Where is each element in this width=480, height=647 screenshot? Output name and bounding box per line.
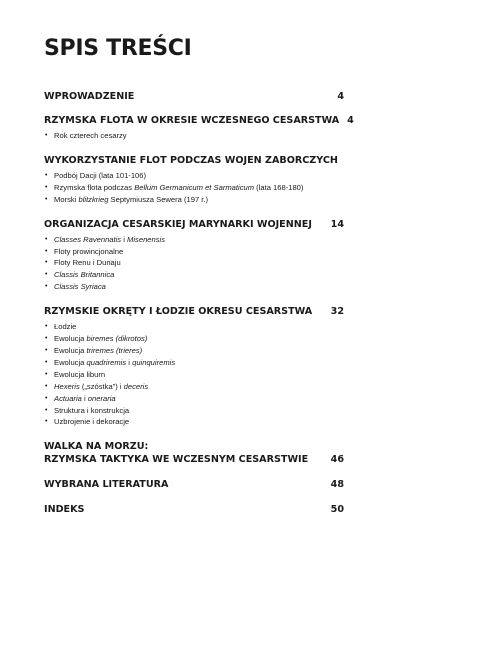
toc-subitem-text: Classis Syriaca — [54, 282, 106, 292]
toc-subitem[interactable] — [44, 246, 344, 258]
toc-subitem[interactable] — [44, 170, 344, 182]
toc-subitem-text: Ewolucja liburn — [54, 369, 106, 379]
toc-heading — [44, 114, 339, 127]
toc-heading — [44, 218, 312, 231]
toc-subitem-text: Morski — [54, 194, 79, 204]
toc-page-number: 4 — [337, 91, 344, 102]
toc-section — [44, 90, 344, 103]
toc-subitem-text: i — [81, 393, 88, 403]
toc-subitem[interactable] — [44, 357, 344, 369]
toc-subitem-text: i — [126, 357, 133, 367]
toc-subitem[interactable] — [44, 369, 344, 381]
toc-subitem-text: quadriremis — [86, 357, 127, 367]
toc-subitem[interactable] — [44, 405, 344, 417]
toc-subitem-text: Actuaria — [54, 393, 82, 403]
toc-entry[interactable] — [44, 90, 344, 103]
toc-heading — [44, 478, 168, 491]
toc-subitem-text: Podbój Dacji (lata 101-106) — [54, 170, 147, 180]
toc-subitem-text: oneraria — [87, 393, 116, 403]
toc-subitem[interactable] — [44, 194, 344, 206]
toc-subitem[interactable] — [44, 130, 344, 142]
toc-heading-line: WYBRANA LITERATURA — [44, 479, 169, 491]
toc-section — [44, 114, 354, 142]
toc-subitem[interactable] — [44, 345, 344, 357]
toc-subitem[interactable] — [44, 257, 344, 269]
toc-subitem-text: Bellum Germanicum et Sarmaticum — [134, 182, 255, 192]
toc-subitem[interactable] — [44, 381, 344, 393]
toc-subitem-text: deceris — [123, 381, 149, 391]
toc-page-number: 48 — [330, 479, 344, 491]
toc-heading — [44, 305, 312, 318]
toc-subitem-text: Classes Ravennatis — [54, 234, 122, 244]
toc-heading-line: WPROWADZENIE — [44, 91, 135, 102]
toc-subitem-text: Classis Britannica — [54, 270, 115, 280]
toc-heading-line: WALKA NA MORZU: — [44, 441, 149, 453]
toc-page-number: 32 — [330, 306, 344, 318]
toc-subitem[interactable] — [44, 234, 344, 246]
toc-subitem-text: Floty prowincjonalne — [54, 246, 124, 256]
toc-heading-line: RZYMSKA TAKTYKA WE WCZESNYM CESARSTWIE — [44, 454, 309, 466]
toc-subitem-text: Hexeris — [54, 381, 80, 391]
toc-subitem-text: Septymiusza Sewera (197 r.) — [108, 194, 209, 204]
toc-heading — [44, 90, 134, 103]
toc-subitem[interactable] — [44, 321, 344, 333]
toc-page-number: 4 — [347, 115, 354, 126]
page-title: SPIS TREŚCI — [44, 36, 192, 61]
toc-heading — [44, 154, 338, 167]
toc-section — [44, 478, 344, 491]
toc-subitem[interactable] — [44, 393, 344, 405]
toc-subitems — [44, 130, 344, 142]
toc-subitem[interactable] — [44, 281, 344, 293]
toc-subitem-text: (lata 168-180) — [254, 182, 304, 192]
toc-subitem-text: Uzbrojenie i dekoracje — [54, 417, 130, 427]
toc-subitem-text: quinquiremis — [132, 357, 176, 367]
toc-entry[interactable] — [44, 305, 344, 318]
toc-subitem-text: Rzymska flota podczas — [54, 182, 135, 192]
toc-subitem[interactable] — [44, 269, 344, 281]
toc-heading-line: RZYMSKIE OKRĘTY I ŁODZIE OKRESU CESARSTWA — [44, 306, 313, 318]
toc-page-number: 50 — [330, 504, 344, 516]
toc-subitem-text: Misenensis — [127, 234, 166, 244]
toc-entry[interactable] — [44, 503, 344, 516]
toc-subitem-text: („szóstka”) i — [79, 381, 124, 391]
toc-subitems — [44, 234, 344, 294]
toc-heading-line: RZYMSKA FLOTA W OKRESIE WCZESNEGO CESARSTWA — [44, 115, 340, 126]
toc-subitem-text: biremes (dikrotos) — [86, 334, 148, 344]
toc-subitem-text: triremes (trieres) — [86, 345, 143, 355]
toc-heading — [44, 440, 308, 466]
toc-heading-line: INDEKS — [44, 504, 85, 516]
toc-heading-line: ORGANIZACJA CESARSKIEJ MARYNARKI WOJENNEJ — [44, 218, 312, 230]
toc-subitem-text: Ewolucja — [54, 334, 87, 344]
toc-subitem[interactable] — [44, 416, 344, 428]
toc-subitem-text: Rok czterech cesarzy — [54, 131, 127, 140]
toc-entry[interactable] — [44, 440, 344, 466]
toc-subitem[interactable] — [44, 182, 344, 194]
toc-heading — [44, 503, 84, 516]
toc-section — [44, 305, 344, 428]
toc-subitem-text: Struktura i konstrukcja — [54, 405, 130, 415]
toc-entry[interactable] — [44, 218, 344, 231]
toc-entry[interactable] — [44, 478, 344, 491]
toc-entry[interactable] — [44, 154, 344, 167]
toc-entry[interactable] — [44, 114, 354, 127]
toc-subitem-text: i — [121, 234, 128, 244]
toc-section — [44, 440, 344, 466]
toc-section — [44, 503, 344, 516]
toc-page-number: 46 — [330, 454, 344, 466]
toc-subitem-text: blitzkrieg — [78, 194, 109, 204]
toc-subitems — [44, 170, 344, 206]
toc-section — [44, 218, 344, 294]
toc-subitem-text: Floty Renu i Dunaju — [54, 258, 121, 268]
toc-subitem[interactable] — [44, 333, 344, 345]
toc-section — [44, 154, 344, 206]
table-of-contents — [44, 90, 354, 528]
toc-subitem-text: Ewolucja — [54, 345, 87, 355]
toc-subitem-text: Ewolucja — [54, 357, 87, 367]
toc-heading-line: WYKORZYSTANIE FLOT PODCZAS WOJEN ZABORCZYCH — [44, 154, 338, 166]
toc-page-number: 14 — [330, 218, 344, 230]
toc-subitem-text: Łodzie — [54, 322, 77, 332]
toc-subitems — [44, 321, 344, 428]
